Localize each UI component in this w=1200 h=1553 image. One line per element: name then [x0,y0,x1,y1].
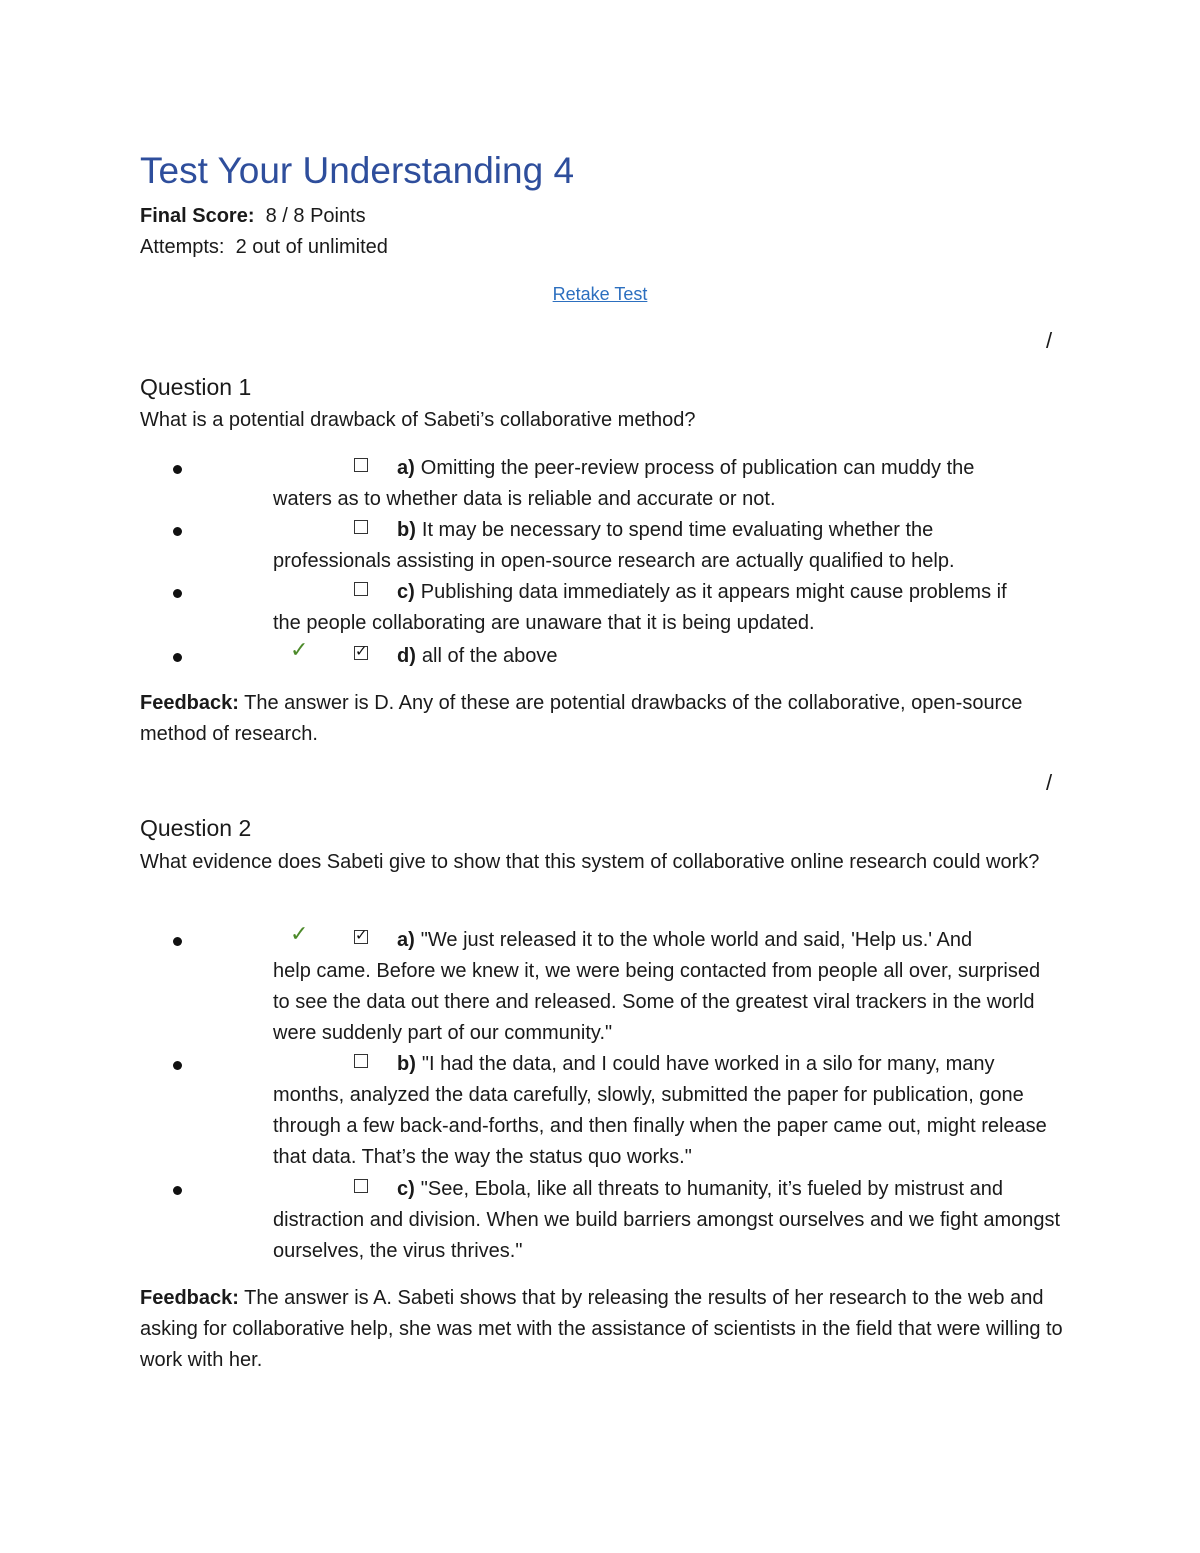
option-text: "I had the data, and I could have worked in a silo for many, many [421,1053,995,1075]
feedback-text: The answer is A. Sabeti shows that by releasing the results of her research to the web and asking for collaborative help, she was met with the assistance of scientists in the field that were willing to work with her. [140,1287,1063,1371]
option-first-line [397,641,1067,672]
question-divider-mark: / [1046,328,1053,353]
bullet-icon [173,465,182,474]
option-continuation: months, analyzed the data carefully, slowly, submitted the paper for publication, gone through a few back-and-forths, and then finally when the paper came out, might release that data. That’s the way the status quo works." [273,1084,1047,1168]
option-first-line [397,1174,1067,1205]
question-1-text: What is a potential drawback of Sabeti’s collaborative method? [140,409,696,431]
option-text: "See, Ebola, like all threats to humanity, it’s fueled by mistrust and [420,1178,1004,1200]
question-divider-mark: / [1046,770,1053,795]
question-2-feedback [140,1283,1070,1376]
checkbox-icon[interactable] [354,520,368,534]
option-first-line [397,1049,1067,1080]
option-continuation: distraction and division. When we build barriers amongst ourselves and we fight amongst ourselves, the virus thrives." [273,1209,1061,1262]
option-letter: c) [397,581,415,603]
option-continuation: the people collaborating are unaware that it is being updated. [273,612,815,634]
checkbox-icon[interactable] [354,582,368,596]
check-mark-icon: ✓ [290,637,309,662]
option-letter: b) [397,1053,416,1075]
option-text: all of the above [421,645,558,667]
checkbox-icon[interactable] [354,1054,368,1068]
check-mark-icon: ✓ [290,921,309,946]
question-2-text: What evidence does Sabeti give to show that this system of collaborative online research could work? [140,851,1040,873]
checkbox-icon[interactable] [354,1179,368,1193]
option-letter: c) [397,1178,415,1200]
option-continuation: professionals assisting in open-source research are actually qualified to help. [273,550,955,572]
final-score-value: 8 / 8 Points [265,205,366,227]
retake-container [0,284,1200,305]
option-text: Publishing data immediately as it appears might cause problems if [420,581,1007,603]
bullet-icon [173,1061,182,1070]
page-title: Test Your Understanding 4 [140,150,575,191]
option-continuation: help came. Before we knew it, we were being contacted from people all over, surprised to see the data out there and released. Some of the greatest viral trackers in the world were suddenly part of our community." [273,960,1041,1044]
option-first-line [397,577,1067,608]
question-1-title: Question 1 [140,374,252,400]
option-letter: a) [397,929,415,951]
option-first-line [397,453,1067,484]
option-letter: b) [397,519,416,541]
bullet-icon [173,653,182,662]
question-2-title: Question 2 [140,815,252,841]
checkbox-checked-icon[interactable] [354,930,368,944]
final-score-line [140,205,366,228]
option-text: Omitting the peer-review process of publication can muddy the [420,457,975,479]
attempts-label: Attempts: [140,236,225,258]
question-1-feedback [140,688,1070,750]
option-letter: a) [397,457,415,479]
option-continuation: waters as to whether data is reliable and accurate or not. [273,488,776,510]
checkbox-icon[interactable] [354,458,368,472]
feedback-label: Feedback: [140,692,239,714]
option-text: "We just released it to the whole world and said, 'Help us.' And [420,929,973,951]
option-first-line [397,925,1067,956]
option-text: It may be necessary to spend time evaluating whether the [421,519,934,541]
bullet-icon [173,527,182,536]
attempts-line [140,236,388,259]
bullet-icon [173,1186,182,1195]
bullet-icon [173,589,182,598]
final-score-label: Final Score: [140,205,255,227]
retake-test-link[interactable]: Retake Test [552,284,648,304]
feedback-text: The answer is D. Any of these are potential drawbacks of the collaborative, open-source method of research. [140,692,1023,745]
attempts-value: 2 out of unlimited [235,236,388,258]
bullet-icon [173,937,182,946]
option-letter: d) [397,645,416,667]
option-first-line [397,515,1067,546]
checkbox-checked-icon[interactable] [354,646,368,660]
feedback-label: Feedback: [140,1287,239,1309]
